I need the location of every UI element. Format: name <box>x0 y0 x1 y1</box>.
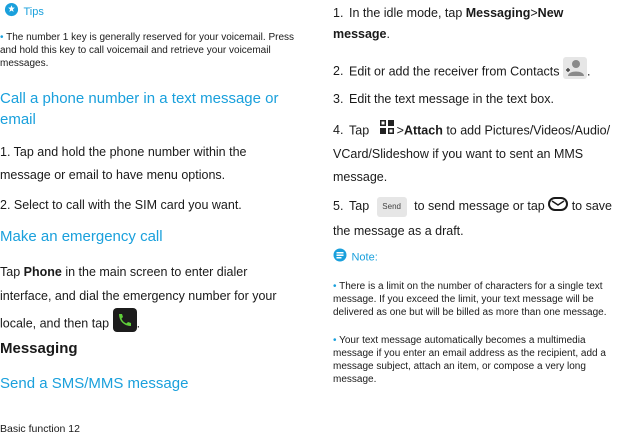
section-title-call-from-message: Call a phone number in a text message or email <box>0 90 279 128</box>
section1-step2: 2. Select to call with the SIM card you want. <box>0 198 242 212</box>
section-title-emergency-call: Make an emergency call <box>0 228 163 245</box>
section2-text: Tap Phone in the main screen to enter dialer interface, and dial the emergency number for your locale, and then tap . <box>0 260 292 340</box>
section1-step1: 1. Tap and hold the phone number within the message or email to have menu options. <box>0 145 247 182</box>
step-4: 4. Tap >Attach to add Pictures/Videos/Audio/ VCard/Slideshow if you want to sent an MMS message. <box>333 119 623 189</box>
step-5: 5. Tap Send to send message or tap to save the message as a draft. <box>333 194 623 243</box>
tip-text: • The number 1 key is generally reserved for your voicemail. Press and hold this key to call voicemail and retrieve your voicemail messages. <box>0 32 295 69</box>
note-2: • Your text message automatically becomes a multimedia message if you enter an email address as the recipient, add a message subject, attach an item, or compose a very long message. <box>333 335 606 385</box>
note-1: • There is a limit on the number of characters for a single text message. If you exceed the limit, your text message will be delivered as one but will be billed as more than one message. <box>333 281 607 318</box>
bullet-icon: • <box>0 32 7 43</box>
send-button-icon: Send <box>377 197 407 217</box>
phone-call-icon <box>113 308 137 340</box>
contacts-icon <box>563 57 587 87</box>
step-1: 1. In the idle mode, tap Messaging>New message. <box>333 6 564 41</box>
save-draft-icon <box>548 195 568 219</box>
page-footer: Basic function 12 <box>0 423 80 435</box>
messaging-heading: Messaging <box>0 340 78 357</box>
bullet-icon: • <box>333 281 340 292</box>
tips-gear-icon <box>4 2 19 22</box>
section-title-send-sms: Send a SMS/MMS message <box>0 375 189 392</box>
note-icon <box>333 248 347 267</box>
bullet-icon: • <box>333 335 340 346</box>
note-label: Note: <box>351 251 378 264</box>
attach-grid-icon <box>379 119 395 143</box>
tips-header <box>4 2 44 22</box>
step-3: 3. Edit the text message in the text box. <box>333 92 554 106</box>
tips-label: Tips <box>23 6 44 18</box>
step-2: 2. Edit or add the receiver from Contacts . <box>333 57 623 87</box>
note-header <box>333 248 378 267</box>
